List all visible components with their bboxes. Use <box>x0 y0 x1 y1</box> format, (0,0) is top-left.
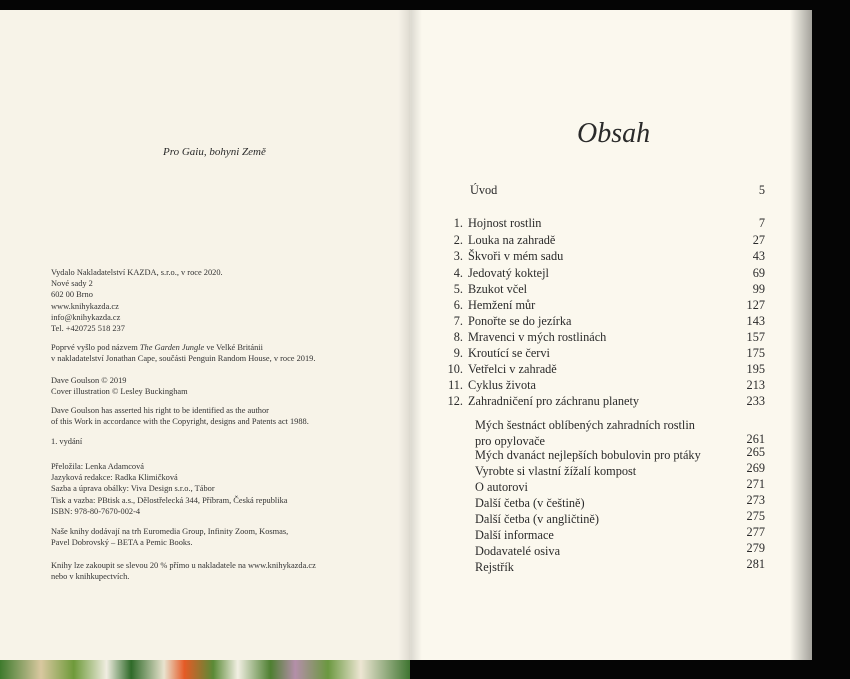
credit-line: Jazyková redakce: Radka Klimičková <box>51 473 178 483</box>
toc-label: Hojnost rostlin <box>468 216 542 230</box>
distribution-line: Naše knihy dodávají na trh Euromedia Group, Infinity Zoom, Kosmas, <box>51 527 289 536</box>
toc-page: 261 <box>746 432 765 446</box>
credit-line: Tisk a vazba: PBtisk a.s., Dělostřelecká 344, Příbram, Česká republika <box>51 495 288 505</box>
toc-label: Úvod <box>470 183 498 197</box>
toc-page: 69 <box>752 266 765 280</box>
toc-page: 7 <box>758 216 765 230</box>
toc-page: 43 <box>752 249 765 263</box>
toc-chapter-number: 3. <box>453 249 463 263</box>
copyright-line: Dave Goulson © 2019 <box>51 376 127 385</box>
toc-label: Cyklus života <box>468 378 536 392</box>
toc-title: Obsah <box>577 118 651 149</box>
toc-label: Bzukot včel <box>468 282 528 296</box>
toc-label: Mravenci v mých rostlinách <box>468 330 607 344</box>
dedication: Pro Gaiu, bohyni Země <box>163 146 266 158</box>
toc-label: Vetřelci v zahradě <box>468 362 557 376</box>
toc-label: Hemžení můr <box>468 298 536 312</box>
toc-page: 265 <box>746 445 765 459</box>
toc-page: 5 <box>758 183 765 197</box>
toc-label-continued: pro opylovače <box>475 434 545 448</box>
toc-label: Další informace <box>475 528 554 542</box>
imprint-line: Tel. +420725 518 237 <box>51 324 125 334</box>
purchase-line: Knihy lze zakoupit se slevou 20 % přímo u nakladatele na www.knihykazda.cz <box>51 561 316 570</box>
toc-page: 99 <box>752 282 765 296</box>
imprint-line: info@knihykazda.cz <box>51 312 121 322</box>
toc-page: 27 <box>752 233 765 247</box>
original-suffix: ve Velké Británii <box>206 343 263 352</box>
credit-line: Sazba a úprava obálky: Viva Design s.r.o., Tábor <box>51 484 215 494</box>
toc-page: 275 <box>746 509 765 523</box>
toc-page: 281 <box>746 557 765 571</box>
toc-page: 233 <box>746 394 765 408</box>
original-prefix: Poprvé vyšlo pod názvem <box>51 343 138 352</box>
copyright-line: Cover illustration © Lesley Buckingham <box>51 387 188 397</box>
toc-page: 195 <box>746 362 765 376</box>
toc-chapter-number: 8. <box>453 330 463 344</box>
imprint-line: Vydalo Nakladatelství KAZDA, s.r.o., v roce 2020. <box>51 268 223 277</box>
toc-label: Ponořte se do jezírka <box>468 314 572 328</box>
toc-chapter-number: 2. <box>453 233 463 247</box>
toc-page: 279 <box>746 541 765 555</box>
original-line: v nakladatelství Jonathan Cape, součásti Penguin Random House, v roce 2019. <box>51 354 316 364</box>
toc-chapter-number: 12. <box>447 394 463 408</box>
toc-label: Další četba (v angličtině) <box>475 512 599 526</box>
toc-page: 213 <box>746 378 765 392</box>
toc-page: 175 <box>746 346 765 360</box>
distribution-line: Pavel Dobrovský – BETA a Pemic Books. <box>51 538 193 548</box>
toc-chapter-number: 7. <box>453 314 463 328</box>
credit-line: ISBN: 978-80-7670-002-4 <box>51 506 141 516</box>
toc-page: 127 <box>746 298 765 312</box>
toc-label: O autorovi <box>475 480 528 494</box>
cover-illustration-strip <box>0 660 410 679</box>
imprint-line: www.knihykazda.cz <box>51 301 119 311</box>
rights-line: of this Work in accordance with the Copyright, designs and Patents act 1988. <box>51 417 309 427</box>
toc-label: Louka na zahradě <box>468 233 556 247</box>
toc-chapter-number: 10. <box>447 362 463 376</box>
toc-page: 157 <box>746 330 765 344</box>
toc-page: 277 <box>746 525 765 539</box>
toc-chapter-number: 11. <box>448 378 463 392</box>
toc-label: Mých dvanáct nejlepších bobulovin pro ptáky <box>475 448 701 462</box>
toc-label: Dodavatelé osiva <box>475 544 561 558</box>
purchase-line: nebo v knihkupectvích. <box>51 572 130 582</box>
imprint-line: Nové sady 2 <box>51 279 93 289</box>
credit-line: Přeložila: Lenka Adamcová <box>51 462 145 471</box>
toc-label: Mých šestnáct oblíbených zahradních rostlin <box>475 418 695 432</box>
toc-chapter-number: 4. <box>453 266 463 280</box>
edition-text: 1. vydání <box>51 437 83 446</box>
toc-chapter-number: 1. <box>453 216 463 230</box>
toc-label: Zahradničení pro záchranu planety <box>468 394 640 408</box>
toc-chapter-number: 5. <box>453 282 463 296</box>
toc-label: Další četba (v češtině) <box>475 496 585 510</box>
toc-chapter-number: 6. <box>453 298 463 312</box>
toc-page: 143 <box>746 314 765 328</box>
toc-chapter-number: 9. <box>453 346 463 360</box>
toc-label: Kroutící se červi <box>468 346 550 360</box>
imprint-line: 602 00 Brno <box>51 290 93 300</box>
rights-line: Dave Goulson has asserted his right to be identified as the author <box>51 406 269 415</box>
toc-label: Škvoři v mém sadu <box>468 249 564 263</box>
toc-label: Vyrobte si vlastní žížalí kompost <box>475 464 637 478</box>
toc-label: Rejstřík <box>475 560 514 574</box>
toc-page: 269 <box>746 461 765 475</box>
original-title: The Garden Jungle <box>139 343 205 352</box>
toc-page: 271 <box>746 477 765 491</box>
page-edge-shadow <box>790 10 812 660</box>
toc-label: Jedovatý koktejl <box>468 266 549 280</box>
toc-page: 273 <box>746 493 765 507</box>
